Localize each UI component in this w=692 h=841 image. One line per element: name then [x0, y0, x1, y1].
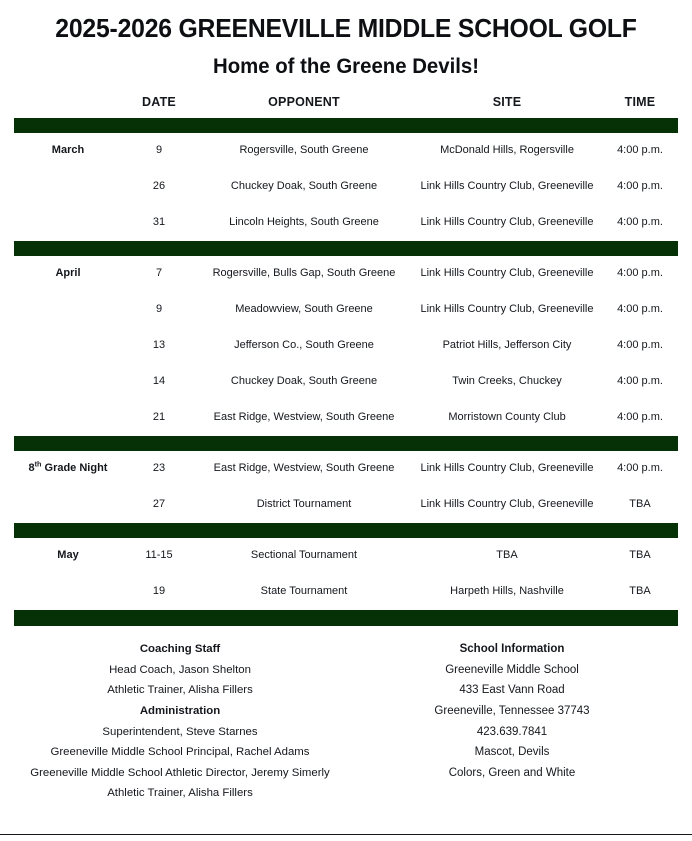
cell-date: 27	[152, 498, 166, 511]
cell-time: TBA	[629, 585, 651, 598]
cell-time: 4:00 p.m.	[617, 375, 663, 388]
cell-month	[14, 328, 122, 364]
cell-month	[14, 400, 122, 436]
column-header-date: DATE	[142, 95, 176, 110]
cell-time: 4:00 p.m.	[617, 216, 663, 229]
cell-date: 26	[152, 180, 166, 193]
table-row	[14, 451, 678, 487]
table-body	[14, 118, 678, 626]
cell-date: 7	[155, 267, 163, 280]
table-row	[14, 487, 678, 523]
cell-date: 31	[152, 216, 166, 229]
table-row	[14, 292, 678, 328]
page-subtitle: Home of the Greene Devils!	[212, 55, 480, 79]
coaching-line-heading: Coaching Staff	[139, 643, 221, 656]
table-row	[14, 256, 678, 292]
cell-date: 23	[152, 462, 166, 475]
cell-opponent: State Tournament	[260, 585, 348, 598]
section-divider-cell	[14, 610, 678, 626]
school-info-line: Greeneville Middle School	[445, 663, 579, 676]
cell-time: 4:00 p.m.	[617, 462, 663, 475]
cell-date: 11-15	[145, 549, 173, 562]
section-divider-bar	[14, 436, 678, 451]
coaching-line: Greeneville Middle School Athletic Director, Jeremy Simerly	[30, 766, 330, 779]
cell-site: Link Hills Country Club, Greeneville	[420, 180, 594, 193]
cell-opponent: Meadowview, South Greene	[235, 303, 373, 316]
cell-opponent: Chuckey Doak, South Greene	[230, 180, 378, 193]
cell-month	[14, 487, 122, 523]
cell-date: 9	[155, 144, 163, 157]
header-row	[14, 95, 678, 118]
cell-site: Link Hills Country Club, Greeneville	[420, 498, 594, 511]
cell-time: TBA	[629, 549, 651, 562]
coaching-line: Athletic Trainer, Alisha Fillers	[107, 684, 253, 697]
cell-opponent: Chuckey Doak, South Greene	[230, 375, 378, 388]
cell-time: 4:00 p.m.	[617, 267, 663, 280]
cell-site: Link Hills Country Club, Greeneville	[420, 267, 594, 280]
footer-coaching-staff	[14, 639, 346, 804]
section-divider-cell	[14, 436, 678, 451]
cell-month	[14, 574, 122, 610]
green-bar	[14, 610, 678, 626]
cell-date: 13	[152, 339, 166, 352]
cell-opponent: Jefferson Co., South Greene	[234, 339, 374, 352]
cell-month	[14, 364, 122, 400]
cell-month	[14, 169, 122, 205]
cell-time: 4:00 p.m.	[617, 339, 663, 352]
green-bar	[14, 436, 678, 451]
school-info-line-heading: School Information	[459, 643, 565, 656]
school-info-line: Mascot, Devils	[474, 746, 550, 759]
cell-opponent: Rogersville, Bulls Gap, South Greene	[212, 267, 396, 280]
cell-opponent: East Ridge, Westview, South Greene	[213, 462, 395, 475]
green-bar	[14, 523, 678, 538]
table-row	[14, 400, 678, 436]
table-header	[14, 95, 678, 118]
section-divider-cell	[14, 241, 678, 256]
column-header-opponent: OPPONENT	[268, 95, 340, 110]
column-header-site: SITE	[492, 95, 522, 110]
cell-site: Link Hills Country Club, Greeneville	[420, 303, 594, 316]
cell-site: Link Hills Country Club, Greeneville	[420, 216, 594, 229]
page-title: 2025-2026 GREENEVILLE MIDDLE SCHOOL GOLF	[55, 15, 637, 43]
schedule-table	[14, 95, 678, 626]
cell-opponent: Lincoln Heights, South Greene	[229, 216, 379, 229]
coaching-line: Superintendent, Steve Starnes	[102, 725, 258, 738]
green-bar	[14, 241, 678, 256]
coaching-line: Head Coach, Jason Shelton	[109, 663, 251, 676]
school-info-line: 423.639.7841	[476, 725, 548, 738]
cell-date: 19	[152, 585, 166, 598]
column-header-time: TIME	[624, 95, 656, 110]
section-divider-bar	[14, 118, 678, 133]
section-divider-bar	[14, 610, 678, 626]
cell-site: Twin Creeks, Chuckey	[452, 375, 562, 388]
cell-site: McDonald Hills, Rogersville	[440, 144, 574, 157]
cell-date: 9	[155, 303, 163, 316]
cell-site: Harpeth Hills, Nashville	[450, 585, 564, 598]
cell-month: March	[51, 144, 85, 157]
section-divider-cell	[14, 118, 678, 133]
cell-opponent: East Ridge, Westview, South Greene	[213, 411, 395, 424]
cell-month	[14, 205, 122, 241]
cell-opponent: District Tournament	[256, 498, 352, 511]
cell-time: 4:00 p.m.	[617, 144, 663, 157]
section-divider-bar	[14, 241, 678, 256]
cell-site: Link Hills Country Club, Greeneville	[420, 462, 594, 475]
cell-opponent: Sectional Tournament	[250, 549, 358, 562]
column-header-month	[14, 95, 122, 118]
school-info-line: 433 East Vann Road	[459, 684, 565, 697]
coaching-line-heading: Administration	[139, 705, 221, 718]
green-bar	[14, 118, 678, 133]
section-divider-bar	[14, 523, 678, 538]
cell-site: Morristown County Club	[448, 411, 566, 424]
table-row	[14, 574, 678, 610]
school-info-line: Greeneville, Tennessee 37743	[434, 705, 590, 718]
cell-month: 8th Grade Night	[28, 459, 108, 475]
cell-month: April	[55, 267, 81, 280]
table-row	[14, 364, 678, 400]
table-row	[14, 169, 678, 205]
bottom-divider	[0, 834, 692, 835]
cell-date: 21	[152, 411, 166, 424]
cell-time: 4:00 p.m.	[617, 303, 663, 316]
table-row	[14, 133, 678, 169]
cell-opponent: Rogersville, South Greene	[239, 144, 369, 157]
cell-time: TBA	[629, 498, 651, 511]
footer	[14, 639, 678, 804]
cell-site: TBA	[496, 549, 518, 562]
coaching-line: Greeneville Middle School Principal, Rachel Adams	[50, 746, 310, 759]
cell-time: 4:00 p.m.	[617, 411, 663, 424]
section-divider-cell	[14, 523, 678, 538]
school-info-line: Colors, Green and White	[448, 766, 576, 779]
cell-time: 4:00 p.m.	[617, 180, 663, 193]
table-row	[14, 328, 678, 364]
footer-school-information	[346, 639, 678, 783]
cell-month	[14, 292, 122, 328]
cell-date: 14	[152, 375, 166, 388]
cell-site: Patriot Hills, Jefferson City	[442, 339, 572, 352]
coaching-line: Athletic Trainer, Alisha Fillers	[107, 787, 253, 800]
ordinal-suffix: th	[34, 459, 42, 469]
cell-month: May	[57, 549, 79, 562]
table-row	[14, 205, 678, 241]
table-row	[14, 538, 678, 574]
